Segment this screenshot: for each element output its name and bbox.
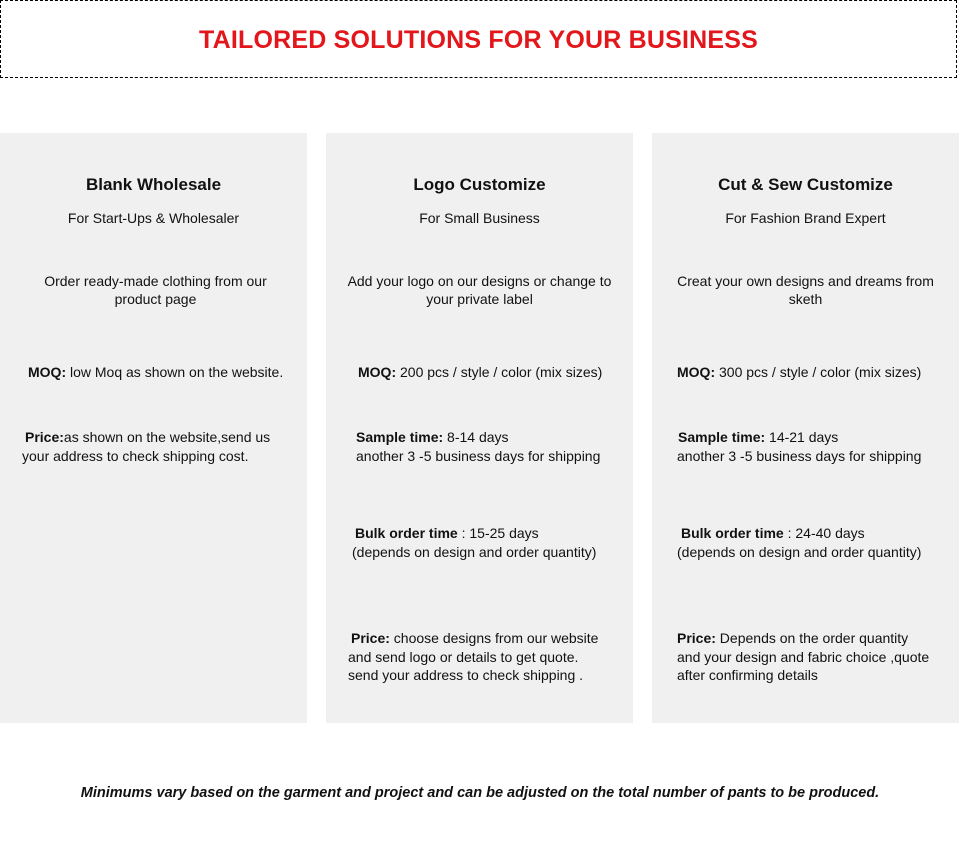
bulk-time-label: Bulk order time [681,525,784,541]
card-logo-customize [326,133,633,723]
bulk-time-text [681,524,865,543]
header-banner [0,0,957,78]
shipping-text: another 3 -5 business days for shipping [677,448,922,464]
card-description [652,272,959,308]
shipping-text: another 3 -5 business days for shipping [356,448,601,464]
sample-time-value: 14-21 days [765,429,839,445]
card-blank-wholesale [0,133,307,723]
price-line: as shown on the website,send us [63,429,271,445]
moq-label: MOQ: [28,364,67,380]
bulk-note: (depends on design and order quantity) [352,544,597,560]
moq-value: 200 pcs / style / color (mix sizes) [396,364,603,380]
price-value: choose designs from our website [389,630,599,646]
bulk-note: (depends on design and order quantity) [677,544,922,560]
bulk-time-label: Bulk order time [355,525,458,541]
card-subtitle: For Fashion Brand Expert [725,210,886,226]
moq-text [677,363,921,382]
card-title: Logo Customize [413,175,546,194]
bulk-time-value: : 24-40 days [783,525,865,541]
description-line: Creat your own designs and dreams from [677,273,934,289]
sample-time-label: Sample time: [356,429,444,445]
sample-time-label: Sample time: [678,429,766,445]
card-cut-sew-customize [652,133,959,723]
moq-label: MOQ: [677,364,716,380]
price-line: and your design and fabric choice ,quote [677,649,930,665]
price-text [351,629,598,648]
sample-time-text [678,428,838,447]
price-label: Price: [351,630,390,646]
sample-time-text [356,428,509,447]
price-text [677,629,908,648]
bulk-time-value: : 15-25 days [457,525,539,541]
description-line: Add your logo on our designs or change to [347,273,612,289]
description-line: product page [114,291,197,307]
card-title: Blank Wholesale [85,175,222,194]
card-subtitle: For Small Business [419,210,540,226]
price-label: Price: [25,429,64,445]
moq-label: MOQ: [358,364,397,380]
card-description [0,272,311,308]
bulk-time-text [355,524,539,543]
card-title: Cut & Sew Customize [718,175,893,194]
moq-value: 300 pcs / style / color (mix sizes) [715,364,922,380]
page-title: TAILORED SOLUTIONS FOR YOUR BUSINESS [198,26,759,54]
price-line: after confirming details [677,667,818,683]
moq-text [358,363,602,382]
price-label: Price: [677,630,716,646]
sample-time-value: 8-14 days [443,429,509,445]
moq-value: low Moq as shown on the website. [66,364,284,380]
price-line: your address to check shipping cost. [22,448,249,464]
card-description [326,272,633,308]
price-text [25,428,270,447]
price-line: send your address to check shipping . [348,667,584,683]
footer-note: Minimums vary based on the garment and project and can be adjusted on the total number of pants to be produced. [80,785,880,801]
card-subtitle: For Start-Ups & Wholesaler [67,210,240,226]
description-line: your private label [426,291,533,307]
price-line: and send logo or details to get quote. [348,649,579,665]
description-line: Order ready-made clothing from our [44,273,267,289]
description-line: sketh [788,291,823,307]
moq-text [28,363,283,382]
price-value: Depends on the order quantity [715,630,909,646]
